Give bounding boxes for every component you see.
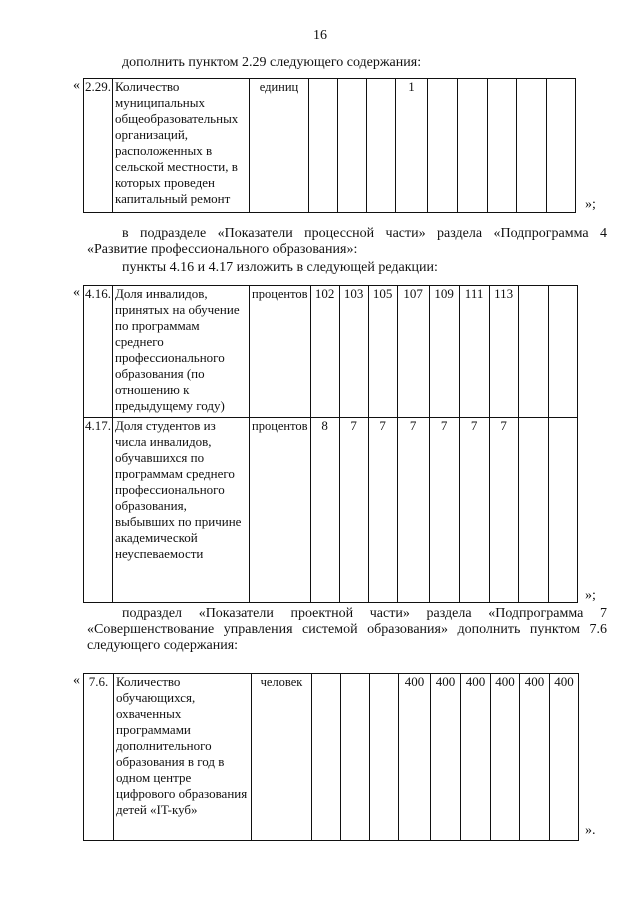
value-cell: 102 [310, 286, 339, 418]
indicator-name: Количество обучающихся, охваченных программами дополнительного образования в год в одном центре цифрового образования детей «IT-куб» [114, 674, 252, 841]
value-cell [517, 79, 547, 213]
table-row [84, 418, 578, 603]
value-cell: 400 [431, 674, 461, 841]
value-cell [312, 674, 341, 841]
table-row [84, 79, 576, 213]
value-cell: 7 [397, 418, 429, 603]
value-cell [367, 79, 396, 213]
row-number: 4.16. [84, 286, 113, 418]
indicator-table-2 [83, 285, 578, 603]
value-cell: 400 [399, 674, 431, 841]
close-quote: »; [585, 197, 596, 212]
value-cell: 7 [368, 418, 397, 603]
value-cell [518, 418, 548, 603]
value-cell: 400 [520, 674, 550, 841]
table-row [84, 674, 579, 841]
value-cell: 113 [489, 286, 518, 418]
value-cell: 111 [459, 286, 489, 418]
unit-cell: процентов [250, 418, 311, 603]
value-cell: 103 [339, 286, 368, 418]
indicator-name: Количество муниципальных общеобразовательных организаций, расположенных в сельской местности, в которых проведен капитальный ремонт [113, 79, 250, 213]
value-cell: 1 [396, 79, 428, 213]
indicator-table-3 [83, 673, 579, 841]
value-cell: 109 [429, 286, 459, 418]
paragraph-section-4: в подразделе «Показатели процессной части» раздела «Подпрограмма 4 «Развитие профессионального образования»: [87, 226, 607, 257]
row-number: 4.17. [84, 418, 113, 603]
value-cell [458, 79, 488, 213]
value-cell [309, 79, 338, 213]
value-cell [488, 79, 517, 213]
value-cell [338, 79, 367, 213]
value-cell: 7 [459, 418, 489, 603]
value-cell [518, 286, 548, 418]
value-cell: 107 [397, 286, 429, 418]
value-cell [370, 674, 399, 841]
value-cell: 7 [339, 418, 368, 603]
row-number: 7.6. [84, 674, 114, 841]
open-quote: « [73, 673, 80, 688]
value-cell: 400 [461, 674, 491, 841]
value-cell: 400 [550, 674, 579, 841]
value-cell [547, 79, 576, 213]
open-quote: « [73, 78, 80, 93]
value-cell [428, 79, 458, 213]
indicator-name: Доля инвалидов, принятых на обучение по программам среднего профессионального образования (по отношению к предыдущему году) [113, 286, 250, 418]
paragraph-items-4-16-4-17: пункты 4.16 и 4.17 изложить в следующей редакции: [122, 260, 438, 275]
unit-cell: человек [252, 674, 312, 841]
value-cell [341, 674, 370, 841]
close-quote: »; [585, 588, 596, 603]
indicator-table-1 [83, 78, 576, 213]
table-row [84, 286, 578, 418]
value-cell: 8 [310, 418, 339, 603]
value-cell: 400 [491, 674, 520, 841]
unit-cell: процентов [250, 286, 311, 418]
intro-paragraph: дополнить пунктом 2.29 следующего содержания: [122, 55, 422, 70]
value-cell [548, 418, 577, 603]
indicator-name: Доля студентов из числа инвалидов, обучавшихся по программам среднего профессионального образования, выбывших по причине академической неуспеваемости [113, 418, 250, 603]
value-cell: 7 [429, 418, 459, 603]
row-number: 2.29. [84, 79, 113, 213]
page-number: 16 [313, 28, 327, 43]
open-quote: « [73, 285, 80, 300]
close-quote: ». [585, 823, 596, 838]
value-cell: 105 [368, 286, 397, 418]
unit-cell: единиц [250, 79, 309, 213]
paragraph-section-7: подраздел «Показатели проектной части» раздела «Подпрограмма 7 «Совершенствование управления системой образования» дополнить пунктом 7.6 следующего содержания: [87, 606, 607, 653]
value-cell: 7 [489, 418, 518, 603]
value-cell [548, 286, 577, 418]
